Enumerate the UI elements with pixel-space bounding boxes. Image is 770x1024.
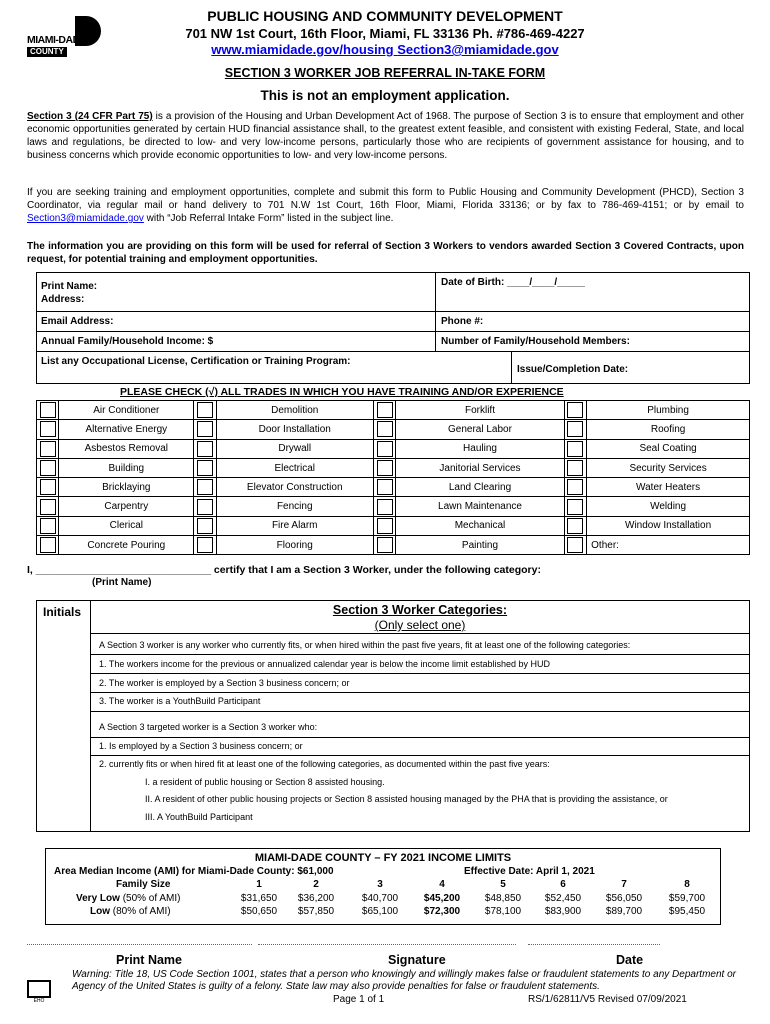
date-caption: Date (616, 953, 644, 967)
trade-checkbox-cell (564, 458, 586, 477)
trade-checkbox-cell (37, 420, 59, 439)
trade-label: Land Clearing (396, 478, 564, 497)
trade-checkbox-cell (564, 497, 586, 516)
family-size-value: 5 (500, 879, 506, 890)
trade-checkbox-cell (194, 439, 216, 458)
low-limit: $95,450 (668, 906, 706, 917)
certify-print-name-label: (Print Name) (92, 577, 152, 588)
trade-checkbox-cell (194, 420, 216, 439)
trade-label: Other: (587, 536, 750, 555)
trade-checkbox[interactable] (40, 421, 56, 437)
worker-intro: A Section 3 worker is any worker who currently fits, or when hired within the past five years, fit at least one of the following categories: (99, 640, 631, 650)
trade-checkbox-cell (37, 458, 59, 477)
signature-caption: Signature (388, 953, 446, 967)
divider (91, 654, 749, 655)
section3-email-link[interactable]: Section3@miamidade.gov (27, 213, 144, 224)
trade-checkbox[interactable] (567, 479, 583, 495)
trade-checkbox-cell (194, 516, 216, 535)
section3-citation: Section 3 (24 CFR Part 75) (27, 111, 153, 122)
trade-label: Electrical (216, 458, 373, 477)
form-subtitle: This is not an employment application. (260, 88, 510, 103)
trade-checkbox[interactable] (377, 402, 393, 418)
targeted-cat-iii: III. A YouthBuild Participant (145, 812, 253, 822)
trade-checkbox[interactable] (377, 460, 393, 476)
income-label: Annual Family/Household Income: $ (41, 336, 214, 347)
signature-line[interactable] (258, 944, 516, 945)
date-line[interactable] (528, 944, 660, 945)
very-low-limit: $45,200 (423, 893, 461, 904)
very-low-limit: $40,700 (361, 893, 399, 904)
trade-checkbox[interactable] (197, 479, 213, 495)
trade-row (37, 439, 750, 458)
miami-dade-logo (27, 16, 101, 60)
low-label: Low (90, 906, 110, 917)
trade-checkbox[interactable] (40, 441, 56, 457)
intro-paragraph-1 (27, 110, 744, 162)
trade-checkbox-cell (37, 497, 59, 516)
trade-label: Asbestos Removal (59, 439, 194, 458)
family-size-label: Family Size (116, 879, 171, 890)
org-links (100, 42, 670, 57)
trade-checkbox[interactable] (377, 479, 393, 495)
trade-checkbox[interactable] (40, 537, 56, 553)
trade-label: Air Conditioner (59, 401, 194, 420)
trade-checkbox[interactable] (567, 499, 583, 515)
print-name-caption: Print Name (116, 953, 182, 967)
trade-label: Building (59, 458, 194, 477)
low-limit: $78,100 (484, 906, 522, 917)
trade-label: Concrete Pouring (59, 536, 194, 555)
org-address: 701 NW 1st Court, 16th Floor, Miami, FL 33136 Ph. #786-469-4227 (185, 26, 585, 41)
issue-date-field[interactable] (511, 351, 750, 384)
trade-checkbox-cell (194, 401, 216, 420)
trades-table (36, 400, 750, 555)
low-pct: (80% of AMI) (112, 906, 171, 917)
ami-effective-date: Effective Date: April 1, 2021 (464, 866, 595, 877)
very-low-limit: $31,650 (240, 893, 278, 904)
email-field[interactable] (36, 311, 436, 332)
trade-row (37, 458, 750, 477)
categories-subtitle: (Only select one) (374, 618, 466, 632)
categories-title: Section 3 Worker Categories: (332, 603, 508, 617)
trade-label: Forklift (396, 401, 564, 420)
trade-checkbox-cell (373, 497, 395, 516)
family-size-value: 7 (621, 879, 627, 890)
targeted-cat-i: I. a resident of public housing or Section 8 assisted housing. (145, 777, 385, 787)
website-link[interactable]: www.miamidade.gov/housing (211, 42, 394, 57)
email-label: Email Address: (41, 316, 114, 327)
trade-row (37, 401, 750, 420)
very-low-label: Very Low (76, 893, 120, 904)
trade-checkbox-cell (564, 401, 586, 420)
trade-label: Lawn Maintenance (396, 497, 564, 516)
intro-paragraph-2 (27, 186, 744, 225)
dob-field[interactable] (435, 272, 750, 312)
trade-checkbox-cell (194, 458, 216, 477)
trade-checkbox[interactable] (197, 441, 213, 457)
very-low-limit: $52,450 (544, 893, 582, 904)
low-limit: $50,650 (240, 906, 278, 917)
name-address-field[interactable] (36, 272, 436, 312)
trade-row (37, 478, 750, 497)
trades-title: PLEASE CHECK (√) ALL TRADES IN WHICH YOU HAVE TRAINING AND/OR EXPERIENCE (120, 386, 564, 398)
family-size-value: 8 (684, 879, 690, 890)
eho-label: EHO (33, 998, 45, 1004)
print-name-line[interactable] (27, 944, 252, 945)
trade-label: Window Installation (587, 516, 750, 535)
ami-median: Area Median Income (AMI) for Miami-Dade County: $61,000 (54, 866, 334, 877)
trade-row (37, 536, 750, 555)
trade-label: Welding (587, 497, 750, 516)
trade-checkbox[interactable] (567, 518, 583, 534)
dob-label: Date of Birth: ____/____/_____ (441, 277, 585, 288)
divider (91, 673, 749, 674)
trade-checkbox[interactable] (377, 421, 393, 437)
divider (91, 692, 749, 693)
very-low-limit: $48,850 (484, 893, 522, 904)
trade-checkbox-cell (194, 497, 216, 516)
trade-checkbox-cell (564, 536, 586, 555)
low-limit: $57,850 (297, 906, 335, 917)
low-limit: $83,900 (544, 906, 582, 917)
trade-checkbox[interactable] (377, 499, 393, 515)
trade-label: Janitorial Services (396, 458, 564, 477)
income-limits-table (45, 848, 721, 925)
members-field[interactable] (435, 331, 750, 352)
trade-row (37, 420, 750, 439)
trade-label: Bricklaying (59, 478, 194, 497)
trade-label: Security Services (587, 458, 750, 477)
trade-checkbox-cell (564, 439, 586, 458)
trade-checkbox-cell (373, 401, 395, 420)
trade-checkbox[interactable] (567, 421, 583, 437)
trade-checkbox-cell (194, 536, 216, 555)
revision-number: RS/1/62811/V5 Revised 07/09/2021 (528, 994, 687, 1005)
trade-label: Water Heaters (587, 478, 750, 497)
family-size-value: 4 (439, 879, 445, 890)
targeted-cat-ii: II. A resident of other public housing projects or Section 8 assisted housing managed by the PHA that is providing the assistance, or (145, 794, 668, 804)
low-limit: $89,700 (605, 906, 643, 917)
trade-label: Roofing (587, 420, 750, 439)
trade-checkbox[interactable] (567, 537, 583, 553)
trade-checkbox-cell (373, 458, 395, 477)
income-field[interactable] (36, 331, 436, 352)
trade-checkbox[interactable] (567, 441, 583, 457)
intro-p2-text-b: with “Job Referral Intake Form” listed in the subject line. (143, 213, 394, 224)
intro-paragraph-3: The information you are providing on this form will be used for referral of Section 3 Workers to vendors awarded Section 3 Covered Contracts, upon request, for potential training and employment opportunities. (27, 241, 744, 265)
worker-cat-1[interactable]: 1. The workers income for the previous or annualized calendar year is below the income limit established by HUD (99, 659, 551, 669)
very-low-limit: $56,050 (605, 893, 643, 904)
very-low-row-label (76, 893, 181, 904)
trade-row (37, 497, 750, 516)
income-limits-title: MIAMI-DADE COUNTY – FY 2021 INCOME LIMITS (254, 852, 512, 864)
trade-checkbox[interactable] (40, 499, 56, 515)
trade-checkbox-cell (37, 439, 59, 458)
trade-label: Flooring (216, 536, 373, 555)
license-field[interactable] (36, 351, 512, 384)
trade-label: Mechanical (396, 516, 564, 535)
house-icon (27, 980, 51, 998)
trade-label: Drywall (216, 439, 373, 458)
address-label: Address: (41, 294, 85, 305)
org-name: PUBLIC HOUSING AND COMMUNITY DEVELOPMENT (207, 8, 563, 24)
trade-checkbox-cell (564, 516, 586, 535)
targeted-intro: A Section 3 targeted worker is a Section 3 worker who: (99, 722, 318, 732)
license-label: List any Occupational License, Certification or Training Program: (41, 356, 351, 367)
trade-checkbox[interactable] (40, 460, 56, 476)
page-number: Page 1 of 1 (333, 994, 385, 1005)
trade-label: Elevator Construction (216, 478, 373, 497)
trade-checkbox-cell (37, 536, 59, 555)
trade-label: Door Installation (216, 420, 373, 439)
members-label: Number of Family/Household Members: (441, 336, 630, 347)
trade-checkbox[interactable] (40, 479, 56, 495)
trade-checkbox[interactable] (197, 499, 213, 515)
trade-checkbox-cell (373, 439, 395, 458)
logo-line2: COUNTY (27, 47, 67, 57)
print-name-label: Print Name: (41, 281, 98, 292)
phone-field[interactable] (435, 311, 750, 332)
targeted-cat-1[interactable]: 1. Is employed by a Section 3 business concern; or (99, 741, 303, 751)
very-low-pct: (50% of AMI) (122, 893, 181, 904)
footer-warning: Warning: Title 18, US Code Section 1001, states that a person who knowingly and willingly makes false or fraudulent statements to any Department or Agency of the United States is guilty of a felony. State law may also provide penalties for false or fraudulent statements. (72, 969, 736, 992)
trade-checkbox[interactable] (197, 518, 213, 534)
intro-p2-text-a: If you are seeking training and employment opportunities, complete and submit this form to Public Housing and Community Development (PHCD), Section 3 Coordinator, via regular mail or hand delivery to 701 N.W 1st Court, 16th Floor, Miami, Florida 33136; or by fax to 786-469-4151; or by email to (27, 187, 744, 211)
initials-label: Initials (43, 605, 82, 619)
trade-checkbox-cell (37, 478, 59, 497)
certify-statement: I, ______________________________ certify that I am a Section 3 Worker, under the following category: (27, 564, 541, 576)
email-link[interactable]: Section3@miamidade.gov (397, 42, 559, 57)
trade-checkbox[interactable] (197, 402, 213, 418)
trade-checkbox[interactable] (567, 460, 583, 476)
low-limit: $65,100 (361, 906, 399, 917)
trade-checkbox[interactable] (40, 518, 56, 534)
trade-label: Painting (396, 536, 564, 555)
family-size-value: 3 (377, 879, 383, 890)
very-low-limit: $59,700 (668, 893, 706, 904)
trade-label: Fire Alarm (216, 516, 373, 535)
initials-column[interactable] (37, 601, 91, 831)
trade-checkbox[interactable] (197, 421, 213, 437)
trade-label: Carpentry (59, 497, 194, 516)
trade-label: Alternative Energy (59, 420, 194, 439)
trade-checkbox-cell (37, 401, 59, 420)
family-size-value: 6 (560, 879, 566, 890)
worker-cat-3[interactable]: 3. The worker is a YouthBuild Participant (99, 696, 261, 706)
family-size-value: 1 (256, 879, 262, 890)
divider (91, 711, 749, 712)
trade-checkbox-cell (194, 478, 216, 497)
divider (91, 633, 749, 634)
trade-checkbox-cell (373, 536, 395, 555)
trade-checkbox-cell (373, 516, 395, 535)
trade-checkbox[interactable] (377, 441, 393, 457)
equal-housing-icon (24, 980, 54, 1008)
trade-label: Clerical (59, 516, 194, 535)
trade-checkbox[interactable] (40, 402, 56, 418)
trade-checkbox[interactable] (567, 402, 583, 418)
divider (91, 755, 749, 756)
logo-line1: MIAMI-DADE (27, 34, 87, 46)
targeted-cat-2[interactable]: 2. currently fits or when hired fit at least one of the following categories, as documented within the past five years: (99, 759, 550, 769)
trade-label: General Labor (396, 420, 564, 439)
form-title: SECTION 3 WORKER JOB REFERRAL IN-TAKE FORM (224, 66, 546, 80)
intro-p1-text: is a provision of the Housing and Urban Development Act of 1968. The purpose of Section 3 is to ensure that employment and other economic opportunities generated by certain HUD financial assistance shall, to the greatest extent feasible, and consistent with existing Federal, State, and local laws and regulations, be directed to low- and very low-income persons, particularly those who are recipients of government assistance for housing, and to business concerns which provide economic opportunities to low- and very low-income persons. (27, 111, 744, 161)
trade-label: Hauling (396, 439, 564, 458)
low-limit: $72,300 (423, 906, 461, 917)
very-low-limit: $36,200 (297, 893, 335, 904)
trade-checkbox[interactable] (197, 460, 213, 476)
trade-checkbox[interactable] (377, 518, 393, 534)
divider (91, 737, 749, 738)
trade-label: Plumbing (587, 401, 750, 420)
trade-checkbox-cell (37, 516, 59, 535)
trade-label: Demolition (216, 401, 373, 420)
trade-label: Seal Coating (587, 439, 750, 458)
family-size-value: 2 (313, 879, 319, 890)
trade-checkbox-cell (373, 420, 395, 439)
phone-label: Phone #: (441, 316, 484, 327)
trade-label: Fencing (216, 497, 373, 516)
trade-checkbox-cell (564, 478, 586, 497)
trade-checkbox[interactable] (377, 537, 393, 553)
low-row-label (90, 906, 171, 917)
trade-row (37, 516, 750, 535)
trade-checkbox[interactable] (197, 537, 213, 553)
trade-checkbox-cell (373, 478, 395, 497)
issue-date-label: Issue/Completion Date: (517, 364, 629, 375)
trade-checkbox-cell (564, 420, 586, 439)
section3-categories (36, 600, 750, 832)
worker-cat-2[interactable]: 2. The worker is employed by a Section 3 business concern; or (99, 678, 350, 688)
